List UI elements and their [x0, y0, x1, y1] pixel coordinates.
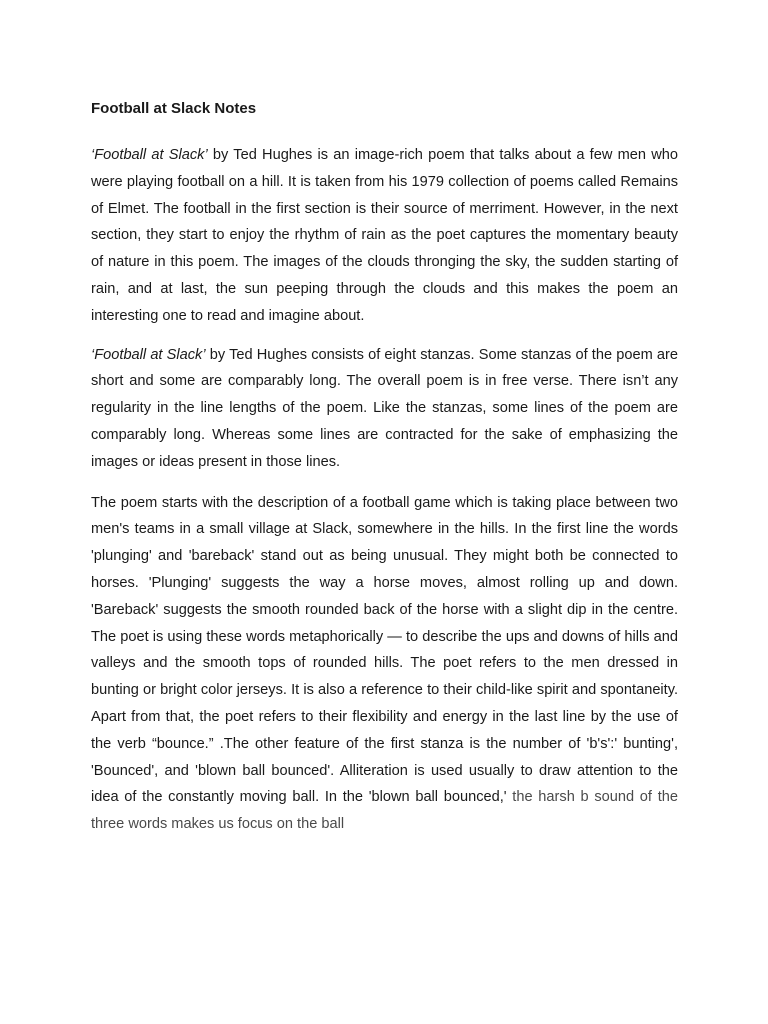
paragraph-structure [91, 342, 678, 476]
paragraph-intro [91, 142, 678, 330]
poem-title-italic: ‘Football at Slack’ [91, 346, 206, 363]
document-title: Football at Slack Notes [91, 100, 257, 117]
document-body [91, 98, 678, 852]
poem-title-italic: ‘Football at Slack’ [91, 147, 208, 163]
paragraph-analysis [91, 490, 678, 838]
paragraph-text: The poem starts with the description of a football game which is taking place between two men's teams in a small village at Slack, somewhere in the hills. In the first line the words 'plunging' and 'bareback' stand out as being unusual. They might both be connected to horses. 'Plunging' suggests the way a horse moves, almost rolling up and down. 'Bareback' suggests the smooth rounded back of the horse with a slight dip in the centre. The poet is using these words metaphorically — to describe the ups and downs of hills and valleys and the smooth tops of rounded hills. The poet refers to the men dressed in bunting or bright color jerseys. It is also a reference to their child-like spirit and spontaneity. Apart from that, the poet refers to their flexibility and energy in the last line by the use of the verb “bounce.” .The other feature of the first stanza is the number of 'b's':' bunting', 'Bounced', and 'blown ball bounced'. Alliteration is used usually to draw attention to the idea of the constantly moving ball. In the 'blown ball bounced,' [91, 494, 678, 806]
paragraph-text: by Ted Hughes is an image-rich poem that talks about a few men who were playing football on a hill. It is taken from his 1979 collection of poems called Remains of Elmet. The football in the first section is their source of merriment. However, in the next section, they start to enjoy the rhythm of rain as the poet captures the momentary beauty of nature in this poem. The images of the clouds thronging the sky, the sudden starting of rain, and at last, the sun peeping through the clouds and this makes the poem an interesting one to read and imagine about. [91, 147, 678, 324]
paragraph-text: by Ted Hughes consists of eight stanzas. Some stanzas of the poem are short and some are comparably long. The overall poem is in free verse. There isn’t any regularity in the line lengths of the poem. Like the stanzas, some lines of the poem are comparably long. Whereas some lines are contracted for the sake of emphasizing the images or ideas present in those lines. [91, 346, 679, 470]
paragraph-text-faded: the harsh b sound of the three words makes us focus on the ball [91, 789, 678, 833]
